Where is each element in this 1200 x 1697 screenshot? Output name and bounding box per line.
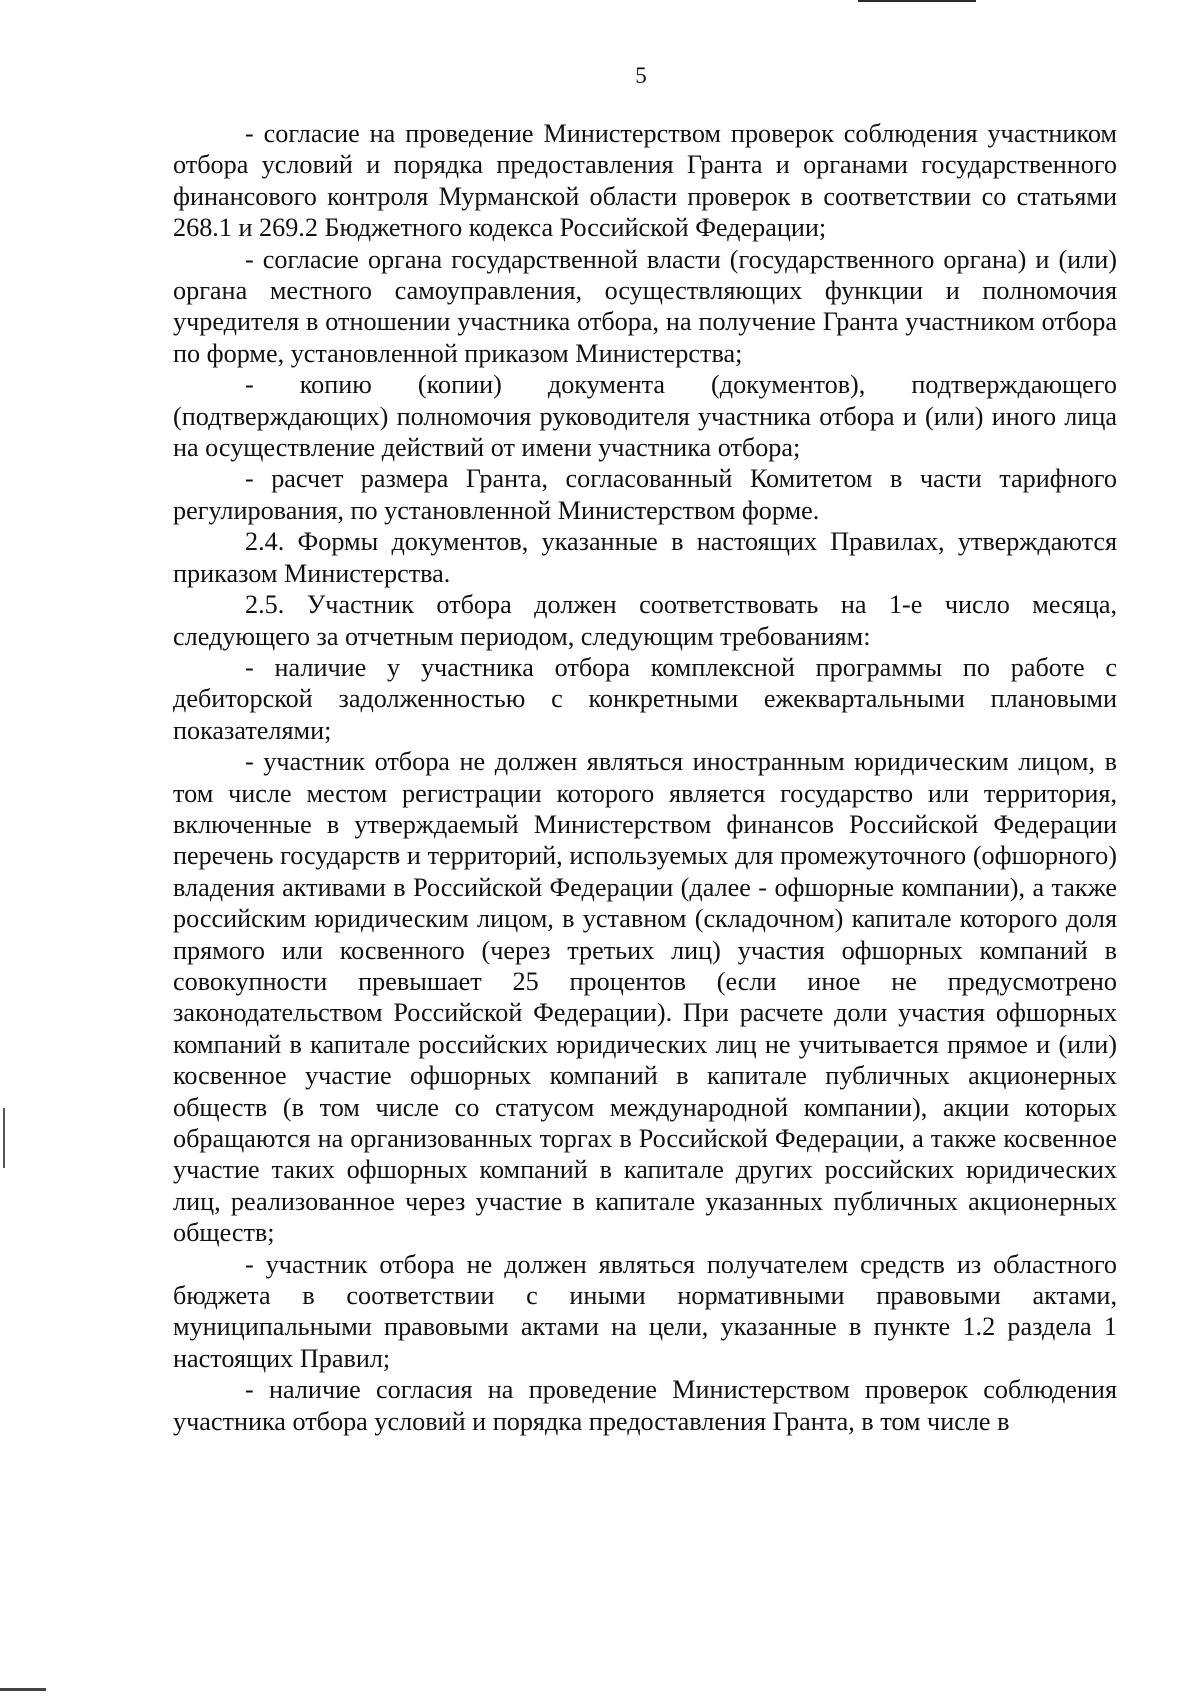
paragraph: 2.5. Участник отбора должен соответствовать на 1-е число месяца, следующего за отчетным периодом, следующим требованиям: bbox=[173, 590, 1117, 651]
document-body bbox=[173, 118, 1117, 1437]
paragraph: - наличие согласия на проведение Министерством проверок соблюдения участника отбора условий и порядка предоставления Гранта, в том числе в bbox=[173, 1375, 1117, 1436]
paragraph: - наличие у участника отбора комплексной программы по работе с дебиторской задолженностью с конкретными ежеквартальными плановыми показателями; bbox=[173, 652, 1117, 745]
paragraph: - согласие органа государственной власти (государственного органа) и (или) органа местного самоуправления, осуществляющих функции и полномочия учредителя в отношении участника отбора, на получение Гранта участником отбора по форме, установленной приказом Министерства; bbox=[173, 244, 1117, 368]
scan-edge-mark bbox=[3, 1108, 5, 1168]
paragraph: 2.4. Формы документов, указанные в настоящих Правилах, утверждаются приказом Министерства. bbox=[173, 527, 1117, 588]
paragraph: - участник отбора не должен являться получателем средств из областного бюджета в соответствии с иными нормативными правовыми актами, муниципальными правовыми актами на цели, указанные в пункте 1.2 раздела 1 настоящих Правил; bbox=[173, 1249, 1117, 1373]
page-number: 5 bbox=[635, 63, 647, 88]
paragraph: - согласие на проведение Министерством проверок соблюдения участником отбора условий и порядка предоставления Гранта и органами государственного финансового контроля Мурманской области проверок в соответствии со статьями 268.1 и 269.2 Бюджетного кодекса Российской Федерации; bbox=[173, 119, 1117, 243]
paragraph: - расчет размера Гранта, согласованный Комитетом в части тарифного регулирования, по установленной Министерством форме. bbox=[173, 464, 1117, 525]
paragraph: - копию (копии) документа (документов), подтверждающего (подтверждающих) полномочия руководителя участника отбора и (или) иного лица на осуществление действий от имени участника отбора; bbox=[173, 370, 1117, 463]
scan-edge-mark bbox=[0, 1688, 46, 1691]
paragraph: - участник отбора не должен являться иностранным юридическим лицом, в том числе местом регистрации которого является государство или территория, включенные в утверждаемый Министерством финансов Российской Федерации перечень государств и территорий, используемых для промежуточного (офшорного) владения активами в Российской Федерации (далее - офшорные компании), а также российским юридическим лицом, в уставном (складочном) капитале которого доля прямого или косвенного (через третьих лиц) участия офшорных компаний в совокупности превышает 25 процентов (если иное не предусмотрено законодательством Российской Федерации). При расчете доли участия офшорных компаний в капитале российских юридических лиц не учитывается прямое и (или) косвенное участие офшорных компаний в капитале публичных акционерных обществ (в том числе со статусом международной компании), акции которых обращаются на организованных торгах в Российской Федерации, а также косвенное участие таких офшорных компаний в капитале других российских юридических лиц, реализованное через участие в капитале указанных публичных акционерных обществ; bbox=[173, 747, 1117, 1248]
scan-edge-mark bbox=[858, 0, 976, 2]
